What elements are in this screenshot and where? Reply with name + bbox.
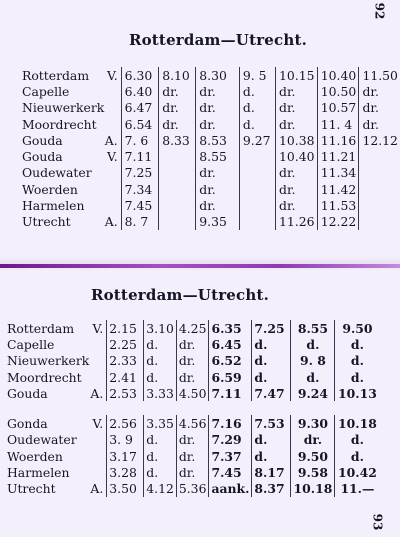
time-cell: 10.18 xyxy=(335,415,380,431)
time-cell: d. xyxy=(252,448,291,464)
arrival-departure-mark: A. xyxy=(104,214,118,230)
arrival-departure-mark xyxy=(104,100,121,116)
time-cell: d. xyxy=(335,432,380,448)
timetable-row xyxy=(22,83,400,99)
time-cell xyxy=(159,197,196,213)
time-cell xyxy=(159,181,196,197)
time-cell: d. xyxy=(291,336,335,352)
time-cell: dr. xyxy=(276,100,318,116)
time-cell: dr. xyxy=(159,100,196,116)
time-cell: 3. 9 xyxy=(107,432,144,448)
time-cell: dr. xyxy=(176,336,209,352)
time-cell: dr. xyxy=(196,83,240,99)
time-cell: 6.47 xyxy=(121,100,159,116)
time-cell: 5.36 xyxy=(176,481,209,497)
time-cell: 8.55 xyxy=(291,320,335,336)
time-cell: dr. xyxy=(159,116,196,132)
station-name: Nieuwerkerk xyxy=(7,353,90,369)
time-cell xyxy=(359,214,400,230)
time-cell xyxy=(239,197,275,213)
timetable-title-upper: Rotterdam—Utrecht. xyxy=(128,31,308,49)
page-number-bottom: 93 xyxy=(370,513,385,531)
time-cell: d. xyxy=(144,432,177,448)
time-cell: 6.54 xyxy=(121,116,159,132)
time-cell: 6.45 xyxy=(209,336,252,352)
time-cell: 7.29 xyxy=(209,432,252,448)
arrival-departure-mark xyxy=(89,464,107,480)
time-cell: d. xyxy=(252,432,291,448)
timetable-lower xyxy=(7,320,379,497)
time-cell: 7.11 xyxy=(209,385,252,401)
arrival-departure-mark xyxy=(104,83,121,99)
time-cell: 3.28 xyxy=(107,464,144,480)
time-cell: 2.53 xyxy=(107,385,144,401)
timetable-row xyxy=(7,369,379,385)
arrival-departure-mark: V. xyxy=(92,416,104,432)
time-cell: aank. xyxy=(209,481,252,497)
time-cell: d. xyxy=(252,369,291,385)
arrival-departure-mark xyxy=(104,116,121,132)
time-cell: dr. xyxy=(276,83,318,99)
time-cell: d. xyxy=(291,369,335,385)
time-cell: 9.27 xyxy=(239,132,275,148)
timetable-row xyxy=(7,385,379,401)
time-cell xyxy=(239,214,275,230)
station-name: Gouda xyxy=(7,385,48,401)
timetable-title-lower: Rotterdam—Utrecht. xyxy=(90,286,270,304)
timetable-row xyxy=(22,181,400,197)
time-cell: 8.33 xyxy=(159,132,196,148)
station-name: Oudewater xyxy=(7,432,77,448)
time-cell: 2.33 xyxy=(107,353,144,369)
time-cell xyxy=(159,214,196,230)
timetable-row xyxy=(22,100,400,116)
time-cell: 7.25 xyxy=(252,320,291,336)
time-cell: 7.34 xyxy=(121,181,159,197)
time-cell: d. xyxy=(335,353,380,369)
time-cell xyxy=(159,165,196,181)
time-cell: 7.11 xyxy=(121,148,159,164)
time-cell: 11.53 xyxy=(317,197,359,213)
arrival-departure-mark: A. xyxy=(90,481,104,497)
time-cell: 8.53 xyxy=(196,132,240,148)
time-cell: 8.55 xyxy=(196,148,240,164)
timetable-row xyxy=(7,320,379,336)
row-spacer xyxy=(7,401,379,415)
time-cell: 11. 4 xyxy=(317,116,359,132)
time-cell: 10.15 xyxy=(276,67,318,83)
time-cell: dr. xyxy=(176,432,209,448)
time-cell: 7. 6 xyxy=(121,132,159,148)
time-cell: 10.40 xyxy=(317,67,359,83)
time-cell: 7.53 xyxy=(252,415,291,431)
station-name: Rotterdam xyxy=(22,67,90,83)
timetable-row xyxy=(7,415,379,431)
time-cell: d. xyxy=(239,83,275,99)
time-cell xyxy=(239,148,275,164)
time-cell: d. xyxy=(335,336,380,352)
timetable-row xyxy=(7,353,379,369)
timetable-row xyxy=(22,165,400,181)
time-cell: dr. xyxy=(359,100,400,116)
time-cell: dr. xyxy=(176,448,209,464)
time-cell: 8.10 xyxy=(159,67,196,83)
time-cell xyxy=(359,165,400,181)
time-cell: 6.30 xyxy=(121,67,159,83)
time-cell: dr. xyxy=(276,197,318,213)
time-cell: dr. xyxy=(176,369,209,385)
time-cell: 9.35 xyxy=(196,214,240,230)
time-cell: 9. 5 xyxy=(239,67,275,83)
timetable-row xyxy=(7,448,379,464)
time-cell: dr. xyxy=(276,165,318,181)
time-cell: 9.58 xyxy=(291,464,335,480)
arrival-departure-mark: V. xyxy=(92,320,104,336)
time-cell: 9.50 xyxy=(291,448,335,464)
time-cell: 10.42 xyxy=(335,464,380,480)
station-name: Woerden xyxy=(7,448,63,464)
timetable-row xyxy=(7,481,379,497)
arrival-departure-mark: V. xyxy=(106,67,118,83)
time-cell: 3.35 xyxy=(144,415,177,431)
time-cell: dr. xyxy=(359,116,400,132)
time-cell xyxy=(359,148,400,164)
time-cell: 7.45 xyxy=(209,464,252,480)
time-cell: d. xyxy=(144,353,177,369)
time-cell: 11.42 xyxy=(317,181,359,197)
arrival-departure-mark xyxy=(104,181,121,197)
time-cell: 6.52 xyxy=(209,353,252,369)
time-cell: d. xyxy=(239,100,275,116)
time-cell: 3.17 xyxy=(107,448,144,464)
station-name: Nieuwerkerk xyxy=(22,100,105,116)
time-cell: 8.17 xyxy=(252,464,291,480)
timetable-row xyxy=(7,336,379,352)
station-name: Woerden xyxy=(22,181,78,197)
station-name: Rotterdam xyxy=(7,320,75,336)
page-separator xyxy=(0,264,400,268)
time-cell xyxy=(359,197,400,213)
time-cell: 7.45 xyxy=(121,197,159,213)
time-cell xyxy=(239,181,275,197)
time-cell: 10.40 xyxy=(276,148,318,164)
time-cell: 7.25 xyxy=(121,165,159,181)
station-name: Utrecht xyxy=(22,214,71,230)
station-name: Harmelen xyxy=(22,198,85,214)
arrival-departure-mark xyxy=(89,432,107,448)
timetable-row xyxy=(7,464,379,480)
time-cell: d. xyxy=(252,336,291,352)
timetable-row xyxy=(22,67,400,83)
time-cell: 2.15 xyxy=(107,320,144,336)
time-cell: 9.30 xyxy=(291,415,335,431)
time-cell: 4.50 xyxy=(176,385,209,401)
time-cell: 9.24 xyxy=(291,385,335,401)
time-cell xyxy=(359,181,400,197)
time-cell: 7.37 xyxy=(209,448,252,464)
time-cell: 8.37 xyxy=(252,481,291,497)
time-cell: d. xyxy=(144,369,177,385)
page-number-top: 92 xyxy=(372,2,387,20)
time-cell: dr. xyxy=(276,116,318,132)
time-cell: 4.12 xyxy=(144,481,177,497)
arrival-departure-mark: A. xyxy=(90,385,104,401)
time-cell: dr. xyxy=(196,116,240,132)
time-cell: dr. xyxy=(276,181,318,197)
station-name: Harmelen xyxy=(7,465,70,481)
time-cell: 4.25 xyxy=(176,320,209,336)
time-cell: 11.50 xyxy=(359,67,400,83)
arrival-departure-mark xyxy=(89,448,107,464)
time-cell: d. xyxy=(335,448,380,464)
arrival-departure-mark xyxy=(89,369,107,385)
station-name: Gouda xyxy=(22,132,63,148)
station-name: Capelle xyxy=(22,83,70,99)
time-cell: 7.47 xyxy=(252,385,291,401)
station-name: Moordrecht xyxy=(22,116,97,132)
time-cell: 8.30 xyxy=(196,67,240,83)
time-cell: d. xyxy=(239,116,275,132)
timetable-row xyxy=(22,132,400,148)
time-cell: 11.— xyxy=(335,481,380,497)
time-cell: 10.38 xyxy=(276,132,318,148)
station-name: Oudewater xyxy=(22,165,92,181)
time-cell: dr. xyxy=(176,464,209,480)
time-cell xyxy=(159,148,196,164)
station-name: Gonda xyxy=(7,416,48,432)
timetable-row xyxy=(22,197,400,213)
timetable-row xyxy=(22,116,400,132)
time-cell: 11.26 xyxy=(276,214,318,230)
arrival-departure-mark xyxy=(89,353,107,369)
time-cell: 11.16 xyxy=(317,132,359,148)
time-cell: 6.35 xyxy=(209,320,252,336)
time-cell: 10.13 xyxy=(335,385,380,401)
time-cell: 11.21 xyxy=(317,148,359,164)
time-cell: 6.59 xyxy=(209,369,252,385)
time-cell: 9. 8 xyxy=(291,353,335,369)
time-cell: dr. xyxy=(196,197,240,213)
time-cell: 12.12 xyxy=(359,132,400,148)
time-cell: 7.16 xyxy=(209,415,252,431)
time-cell: 10.50 xyxy=(317,83,359,99)
time-cell: d. xyxy=(144,336,177,352)
time-cell: dr. xyxy=(291,432,335,448)
station-name: Gouda xyxy=(22,149,63,165)
arrival-departure-mark xyxy=(89,336,107,352)
time-cell: 10.57 xyxy=(317,100,359,116)
time-cell: 2.41 xyxy=(107,369,144,385)
time-cell: 2.25 xyxy=(107,336,144,352)
time-cell: dr. xyxy=(176,353,209,369)
time-cell: 8. 7 xyxy=(121,214,159,230)
time-cell: d. xyxy=(335,369,380,385)
timetable-row xyxy=(22,214,400,230)
time-cell: 4.56 xyxy=(176,415,209,431)
arrival-departure-mark: V. xyxy=(106,149,118,165)
time-cell: d. xyxy=(252,353,291,369)
time-cell: d. xyxy=(144,448,177,464)
timetable-row xyxy=(22,148,400,164)
station-name: Moordrecht xyxy=(7,369,82,385)
arrival-departure-mark xyxy=(104,165,121,181)
time-cell: dr. xyxy=(159,83,196,99)
time-cell: 3.50 xyxy=(107,481,144,497)
time-cell: 11.34 xyxy=(317,165,359,181)
arrival-departure-mark xyxy=(104,197,121,213)
time-cell: 2.56 xyxy=(107,415,144,431)
time-cell: 10.18 xyxy=(291,481,335,497)
time-cell: 12.22 xyxy=(317,214,359,230)
time-cell xyxy=(239,165,275,181)
timetable-row xyxy=(7,432,379,448)
time-cell: d. xyxy=(144,464,177,480)
time-cell: dr. xyxy=(196,165,240,181)
time-cell: 9.50 xyxy=(335,320,380,336)
arrival-departure-mark: A. xyxy=(104,132,118,148)
time-cell: dr. xyxy=(196,100,240,116)
time-cell: 6.40 xyxy=(121,83,159,99)
time-cell: 3.33 xyxy=(144,385,177,401)
time-cell: dr. xyxy=(359,83,400,99)
time-cell: 3.10 xyxy=(144,320,177,336)
time-cell: dr. xyxy=(196,181,240,197)
station-name: Capelle xyxy=(7,336,55,352)
timetable-upper xyxy=(22,67,400,230)
station-name: Utrecht xyxy=(7,481,56,497)
